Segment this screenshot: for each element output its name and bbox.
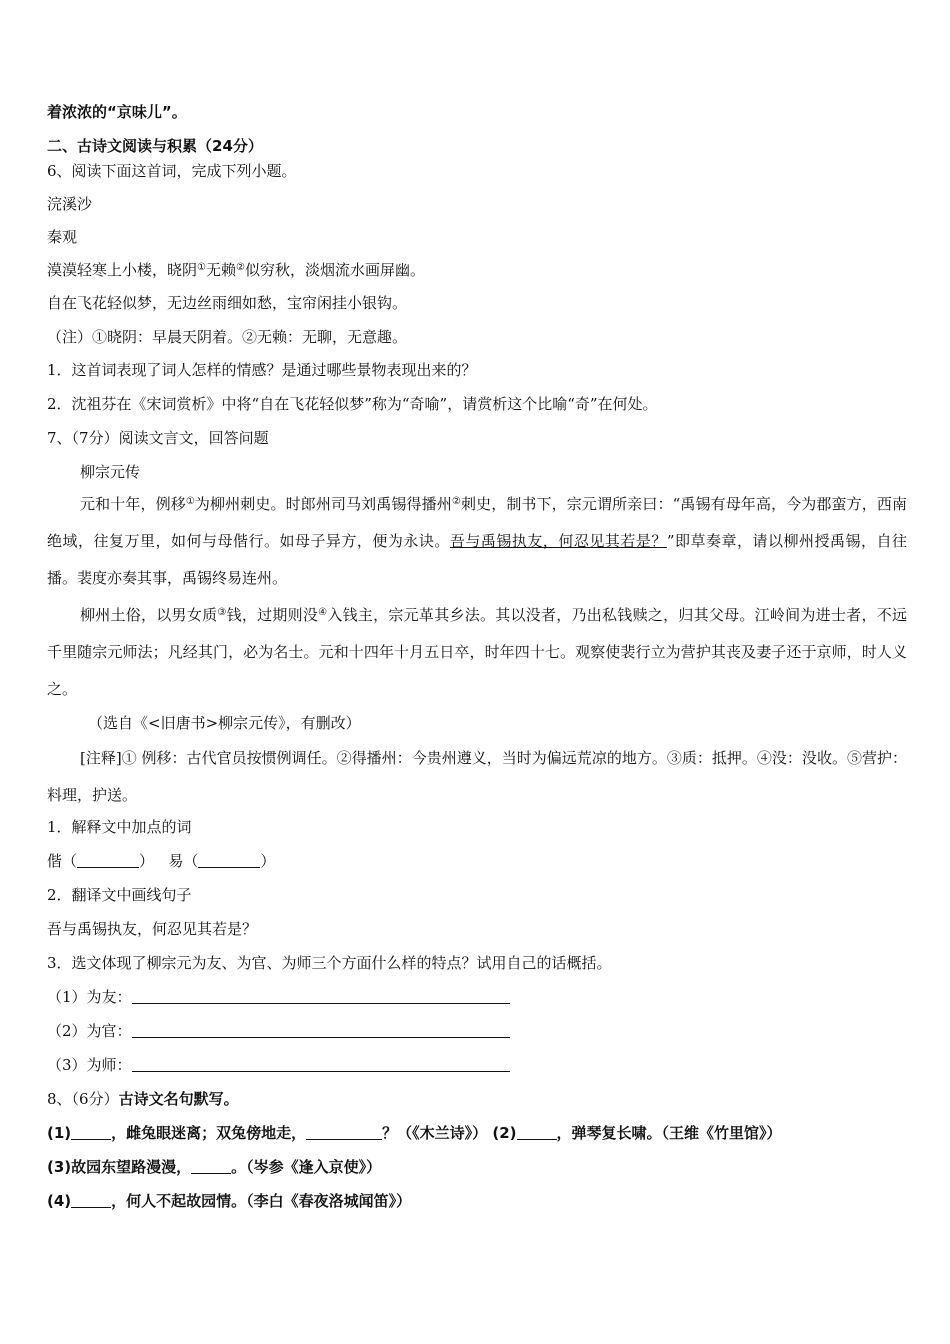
question-7-1: 1．解释文中加点的词 xyxy=(47,818,192,836)
question-7-3: 3．选文体现了柳宗元为友、为官、为师三个方面什么样的特点？试用自己的话概括。 xyxy=(47,954,612,972)
question-7-1-blanks: 偕（ ） 易（ ） xyxy=(47,852,276,870)
question-6-2: 2．沈祖芬在《宋词赏析》中将“自在飞花轻似梦”称为“奇喻”，请赏析这个比喻“奇”在何处。 xyxy=(47,395,658,413)
answer-blank[interactable] xyxy=(71,1193,111,1208)
question-7-2-sentence: 吾与禹锡执友，何忍见其若是？ xyxy=(47,920,258,938)
continuation-text: 着浓浓的“京味儿”。 xyxy=(47,103,187,121)
poem-note: （注）①晓阴：早晨天阴着。②无赖：无聊，无意趣。 xyxy=(47,328,408,346)
question-8-4: (4) ，何人不起故园情。（李白《春夜洛城闻笛》） xyxy=(47,1192,412,1210)
answer-blank[interactable] xyxy=(191,1159,231,1174)
question-7-3-b: （2）为官： xyxy=(47,1020,510,1042)
annotations: [注释]① 例移：古代官员按惯例调任。②得播州：今贵州遵义，当时为偏远荒凉的地方。③质：抵押。④没：没收。⑤营护：料理，护送。 xyxy=(47,749,907,804)
question-8: 8、（6分）古诗文名句默写。 xyxy=(47,1090,239,1108)
answer-blank[interactable] xyxy=(198,853,260,868)
question-6-1: 1．这首词表现了词人怎样的情感？是通过哪些景物表现出来的？ xyxy=(47,361,477,379)
answer-line[interactable] xyxy=(132,1023,510,1038)
question-7: 7、（7分）阅读文言文，回答问题 xyxy=(47,429,269,447)
source-citation: （选自《<旧唐书>柳宗元传》，有删改） xyxy=(88,714,361,732)
question-7-3-a: （1）为友： xyxy=(47,986,510,1008)
question-7-2: 2．翻译文中画线句子 xyxy=(47,886,192,904)
answer-line[interactable] xyxy=(132,1057,510,1072)
answer-blank[interactable] xyxy=(306,1125,382,1140)
section-heading: 二、古诗文阅读与积累（24分） xyxy=(47,137,263,155)
text-title: 柳宗元传 xyxy=(80,463,141,481)
poem-title: 浣溪沙 xyxy=(47,195,93,213)
passage-paragraph-1: 元和十年，例移①为柳州刺史。时郎州司马刘禹锡得播州②刺史，制书下，宗元谓所亲曰：“禹锡有母年高，今为郡蛮方，西南绝域，往复万里，如何与母偕行。如母子异方，便为永诀。吾与禹锡执友，何忍见其若是？”即草奏章，请以柳州授禹锡，自往播。裴度亦奏其事，禹锡终易连州。 xyxy=(47,495,907,587)
question-6: 6、阅读下面这首词，完成下列小题。 xyxy=(47,162,297,180)
question-8-1-2: (1) ，雌兔眼迷离；双兔傍地走， ？（《木兰诗》） (2) ，弹琴复长啸。（王维《竹里馆》） xyxy=(47,1124,782,1142)
question-7-3-c: （3）为师： xyxy=(47,1054,510,1076)
answer-blank[interactable] xyxy=(517,1125,557,1140)
answer-blank[interactable] xyxy=(77,853,139,868)
underlined-sentence: 吾与禹锡执友，何忍见其若是？ xyxy=(449,532,667,550)
poem-line-1: 漠漠轻寒上小楼，晓阴①无赖②似穷秋，淡烟流水画屏幽。 xyxy=(47,261,425,279)
answer-line[interactable] xyxy=(132,989,510,1004)
poem-author: 秦观 xyxy=(47,228,78,246)
answer-blank[interactable] xyxy=(71,1125,111,1140)
passage-paragraph-2: 柳州土俗，以男女质③钱，过期则没④入钱主，宗元革其乡法。其以没者，乃出私钱赎之，归其父母。江岭间为进士者，不远千里随宗元师法；凡经其门，必为名士。元和十四年十月五日卒，时年四十七。观察使裴行立为营护其丧及妻子还于京师，时人义之。 xyxy=(47,606,907,698)
question-8-3: (3)故园东望路漫漫， 。（岑参《逢入京使》） xyxy=(47,1158,382,1176)
poem-line-2: 自在飞花轻似梦，无边丝雨细如愁，宝帘闲挂小银钩。 xyxy=(47,294,408,312)
